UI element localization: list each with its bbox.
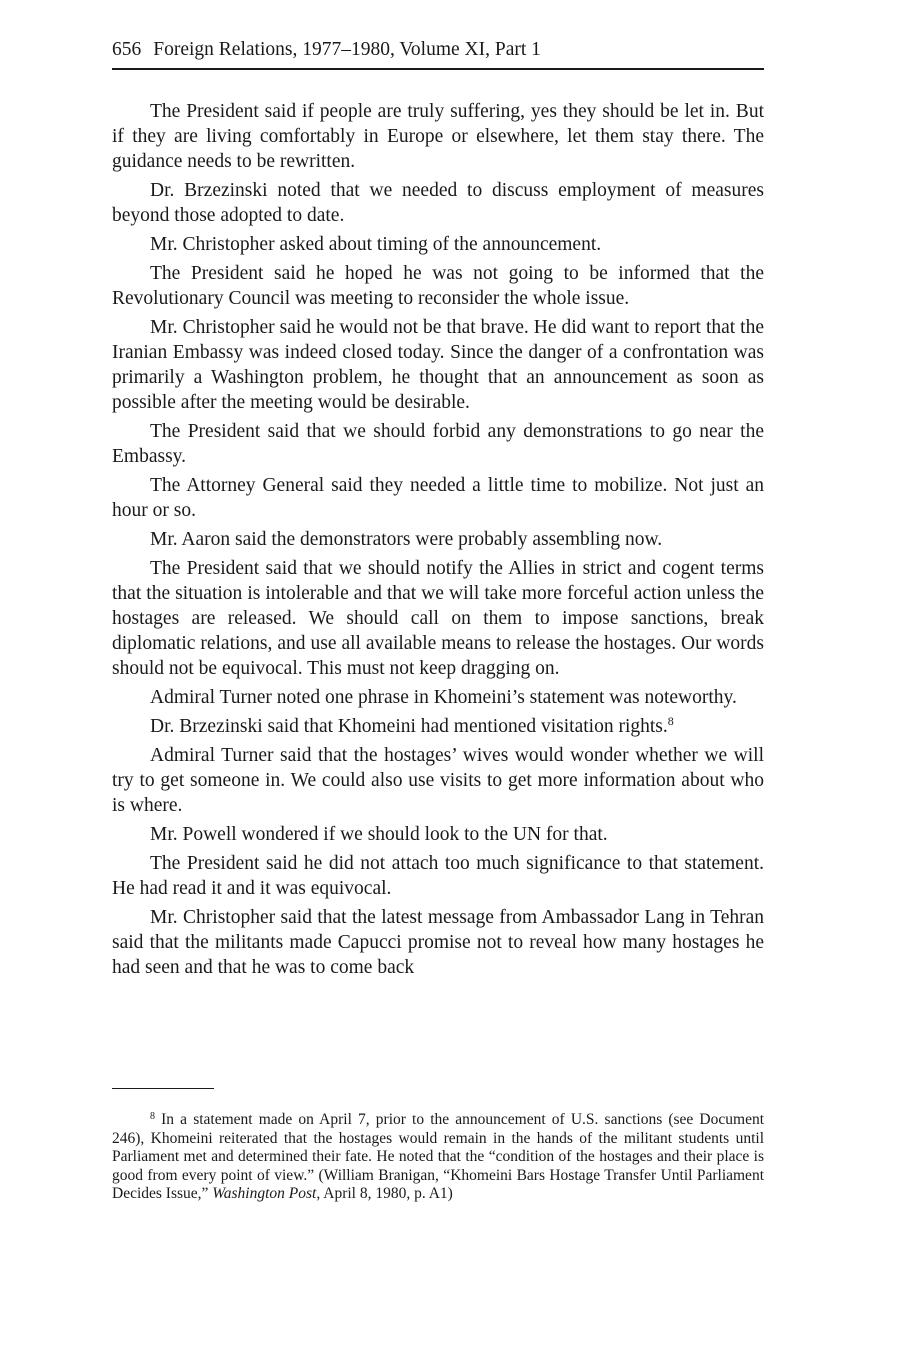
page-number: 656 xyxy=(112,39,142,60)
paragraph: Mr. Powell wondered if we should look to the UN for that. xyxy=(150,824,608,845)
footnote-reference: 8 xyxy=(667,714,674,728)
footnotes xyxy=(112,1111,764,1204)
running-head xyxy=(112,38,764,62)
paragraph: Dr. Brzezinski noted that we needed to discuss employment of measures beyond those adopted to date. xyxy=(112,180,764,226)
volume-title: Foreign Relations, 1977–1980, Volume XI, Part 1 xyxy=(153,39,541,60)
paragraph: Admiral Turner noted one phrase in Khomeini’s statement was noteworthy. xyxy=(150,687,737,708)
paragraph: Admiral Turner said that the hostages’ wives would wonder whether we will try to get someone in. We could also use visits to get more information about who is where. xyxy=(112,745,764,816)
footnote-rule xyxy=(112,1088,214,1089)
paragraph: The President said that we should notify the Allies in strict and cogent terms that the situation is intolerable and that we will take more forceful action unless the hostages are released. We should call on them to impose sanctions, break diplomatic relations, and use all available means to release the hostages. Our words should not be equivocal. This must not keep dragging on. xyxy=(112,558,764,679)
paragraph: Mr. Christopher said he would not be that brave. He did want to report that the Iranian Embassy was indeed closed today. Since the danger of a confrontation was primarily a Washington problem, he thought that an announcement as soon as possible after the meeting would be desirable. xyxy=(112,317,764,413)
paragraph: Mr. Christopher asked about timing of the announcement. xyxy=(150,234,602,255)
paragraph: Mr. Christopher said that the latest message from Ambassador Lang in Tehran said that the militants made Capucci promise not to reveal how many hostages he had seen and that he was to come back xyxy=(112,907,764,978)
paragraph-with-footnote xyxy=(112,714,764,739)
paragraph: The Attorney General said they needed a little time to mobilize. Not just an hour or so. xyxy=(112,475,764,521)
paragraph: Mr. Aaron said the demonstrators were probably assembling now. xyxy=(150,529,663,550)
footnote-text: In a statement made on April 7, prior to the announcement of U.S. sanctions (see Document 246), Khomeini reiterated that the hostages would remain in the hands of the militant students until Parliament met and determined their fate. He noted that the “condition of the hostages and their place is good from every point of view.” (William Branigan, “Khomeini Bars Hostage Transfer Until Parliament Decides Issue,” xyxy=(112,1111,764,1203)
paragraph-text: Dr. Brzezinski said that Khomeini had mentioned visitation rights. xyxy=(150,716,668,737)
paragraph: The President said he hoped he was not going to be informed that the Revolutionary Council was meeting to reconsider the whole issue. xyxy=(112,263,764,309)
body-text xyxy=(112,99,764,980)
paragraph: The President said that we should forbid any demonstrations to go near the Embassy. xyxy=(112,421,764,467)
footnote-marker: 8 xyxy=(150,1111,155,1122)
footnote-citation-tail: April 8, 1980, p. A1) xyxy=(320,1185,453,1203)
paragraph: The President said he did not attach too much significance to that statement. He had read it and it was equivocal. xyxy=(112,853,764,899)
footnote-publication: Washington Post, xyxy=(212,1185,321,1203)
footnote xyxy=(112,1111,764,1204)
header-rule xyxy=(112,68,764,70)
paragraph: The President said if people are truly suffering, yes they should be let in. But if they are living comfortably in Europe or elsewhere, let them stay there. The guidance needs to be rewritten. xyxy=(112,101,764,172)
